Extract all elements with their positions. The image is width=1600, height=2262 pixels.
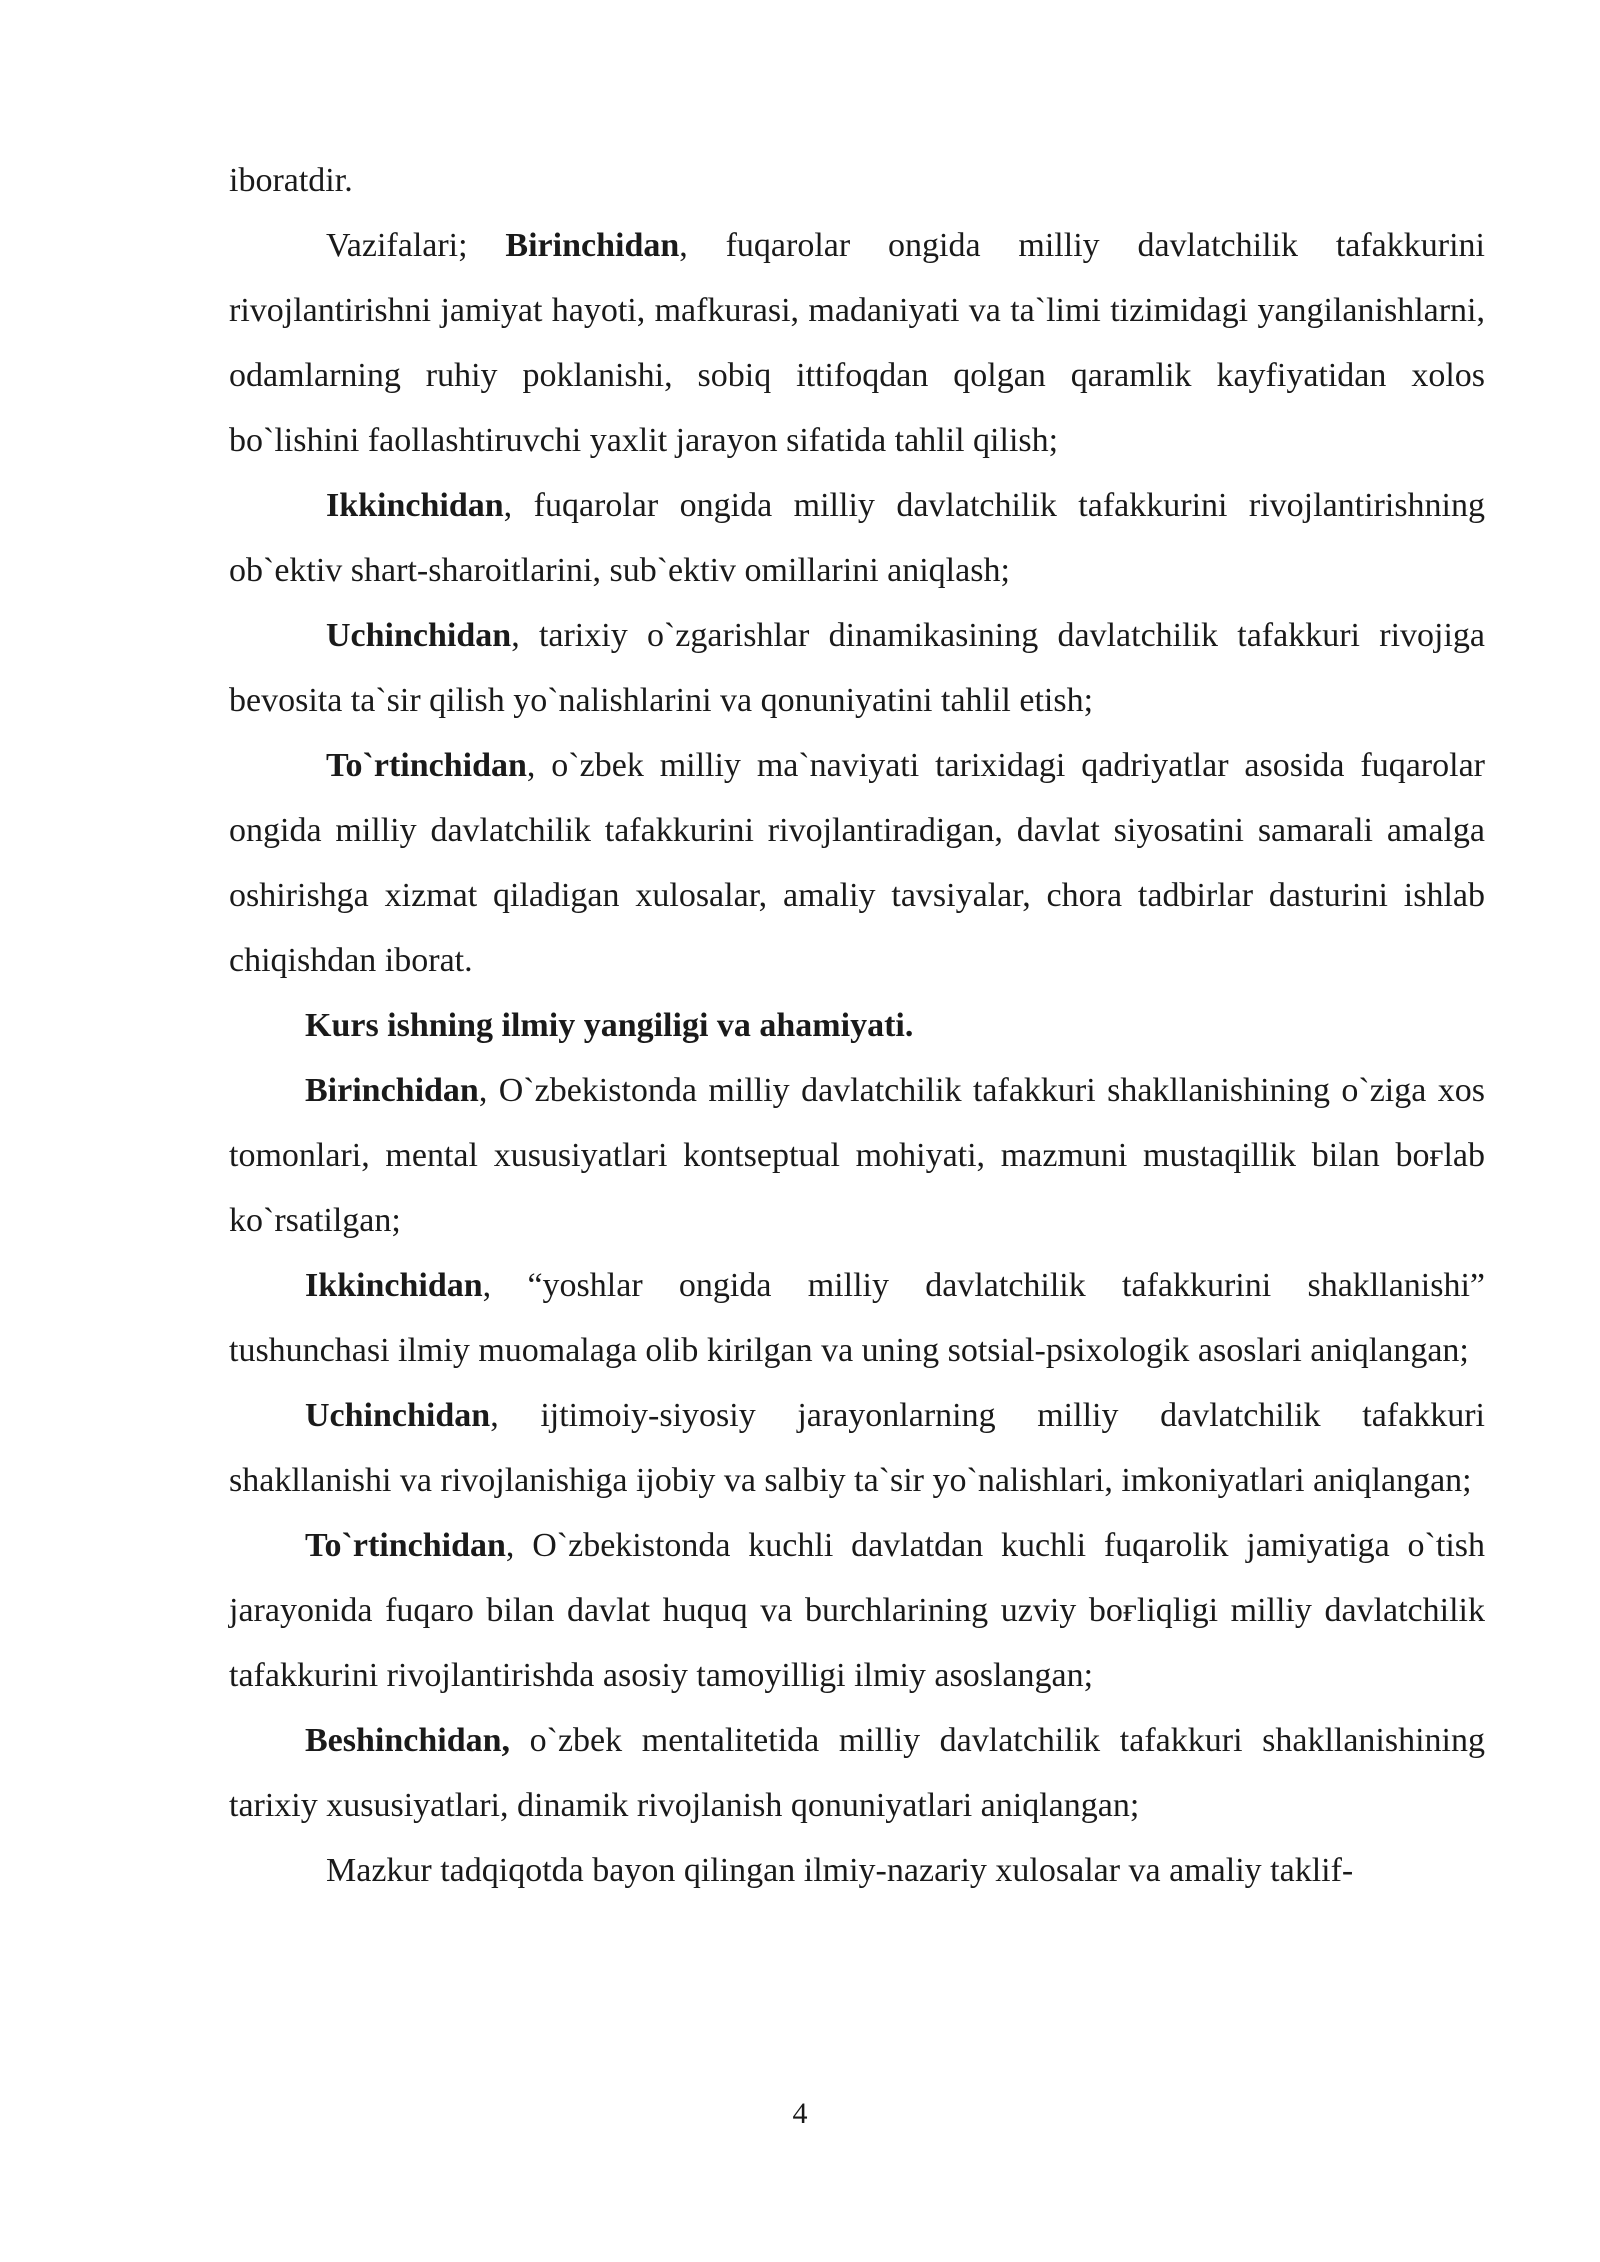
paragraph-text: , fuqarolar ongida milliy davlatchilik tafakkurini rivojlantirishning ob`ektiv shart-sharoitlarini, sub`ektiv omillarini aniqlash; bbox=[229, 487, 1485, 589]
paragraph-intro bbox=[229, 148, 1485, 213]
paragraph-closing bbox=[229, 1838, 1485, 1903]
paragraph-text: o`zbek mentalitetida milliy davlatchilik tafakkuri shakllanishining tarixiy xususiyatlari, dinamik rivojlanish qonuniyatlari aniqlangan; bbox=[229, 1722, 1485, 1824]
paragraph-lead: Ikkinchidan bbox=[326, 487, 504, 524]
paragraph-text: , fuqarolar ongida milliy davlatchilik tafakkurini rivojlantirishni jamiyat hayoti, mafkurasi, madaniyati va ta`limi tizimidagi yangilanishlarni, odamlarning ruhiy poklanishi, sobiq ittifoqdan qolgan qaramlik kayfiyatidan xolos bo`lishini faollashtiruvchi yaxlit jarayon sifatida tahlil qilish; bbox=[229, 227, 1485, 459]
paragraph-lead: To`rtinchidan bbox=[305, 1527, 506, 1564]
paragraph-novelty-4 bbox=[229, 1513, 1485, 1708]
paragraph-text: Mazkur tadqiqotda bayon qilingan ilmiy-nazariy xulosalar va amaliy taklif- bbox=[326, 1852, 1354, 1889]
paragraph-novelty-3 bbox=[229, 1383, 1485, 1513]
paragraph-lead: Uchinchidan bbox=[326, 617, 512, 654]
paragraph-text: , “yoshlar ongida milliy davlatchilik tafakkurini shakllanishi” tushunchasi ilmiy muomalaga olib kirilgan va uning sotsial-psixologik asoslari aniqlangan; bbox=[229, 1267, 1485, 1369]
paragraph-lead: Birinchidan bbox=[305, 1072, 479, 1109]
paragraph-text: , ijtimoiy-siyosiy jarayonlarning milliy davlatchilik tafakkuri shakllanishi va rivojlanishiga ijobiy va salbiy ta`sir yo`nalishlari, imkoniyatlari aniqlangan; bbox=[229, 1397, 1485, 1499]
paragraph-lead: Ikkinchidan bbox=[305, 1267, 483, 1304]
paragraph-novelty-5 bbox=[229, 1708, 1485, 1838]
paragraph-task-4 bbox=[229, 733, 1485, 993]
paragraph-text: , tarixiy o`zgarishlar dinamikasining davlatchilik tafakkuri rivojiga bevosita ta`sir qilish yo`nalishlarini va qonuniyatini tahlil etish; bbox=[229, 617, 1485, 719]
paragraph-lead: Uchinchidan bbox=[305, 1397, 491, 1434]
paragraph-text: iboratdir. bbox=[229, 162, 353, 199]
page-number: 4 bbox=[792, 2097, 808, 2130]
paragraph-lead: Birinchidan bbox=[505, 227, 680, 264]
paragraph-lead: To`rtinchidan bbox=[326, 747, 527, 784]
paragraph-task-3 bbox=[229, 603, 1485, 733]
paragraph-text: , O`zbekistonda kuchli davlatdan kuchli fuqarolik jamiyatiga o`tish jarayonida fuqaro bilan davlat huquq va burchlarining uzviy boғliqligi milliy davlatchilik tafakkurini rivojlantirishda asosiy tamoyilligi ilmiy asoslangan; bbox=[229, 1527, 1485, 1694]
section-heading: Kurs ishning ilmiy yangiligi va ahamiyati. bbox=[305, 1007, 914, 1044]
paragraph-task-2 bbox=[229, 473, 1485, 603]
paragraph-prefix: Vazifalari; bbox=[326, 227, 506, 264]
paragraph-task-1 bbox=[229, 213, 1485, 473]
paragraph-text: , O`zbekistonda milliy davlatchilik tafakkuri shakllanishining o`ziga xos tomonlari, mental xususiyatlari kontseptual mohiyati, mazmuni mustaqillik bilan boғlab ko`rsatilgan; bbox=[229, 1072, 1485, 1239]
document-page bbox=[229, 148, 1485, 1903]
paragraph-lead: Beshinchidan, bbox=[305, 1722, 511, 1759]
paragraph-novelty-1 bbox=[229, 1058, 1485, 1253]
paragraph-novelty-2 bbox=[229, 1253, 1485, 1383]
paragraph-text: , o`zbek milliy ma`naviyati tarixidagi qadriyatlar asosida fuqarolar ongida milliy davlatchilik tafakkurini rivojlantiradigan, davlat siyosatini samarali amalga oshirishga xizmat qiladigan xulosalar, amaliy tavsiyalar, chora tadbirlar dasturini ishlab chiqishdan iborat. bbox=[229, 747, 1485, 979]
